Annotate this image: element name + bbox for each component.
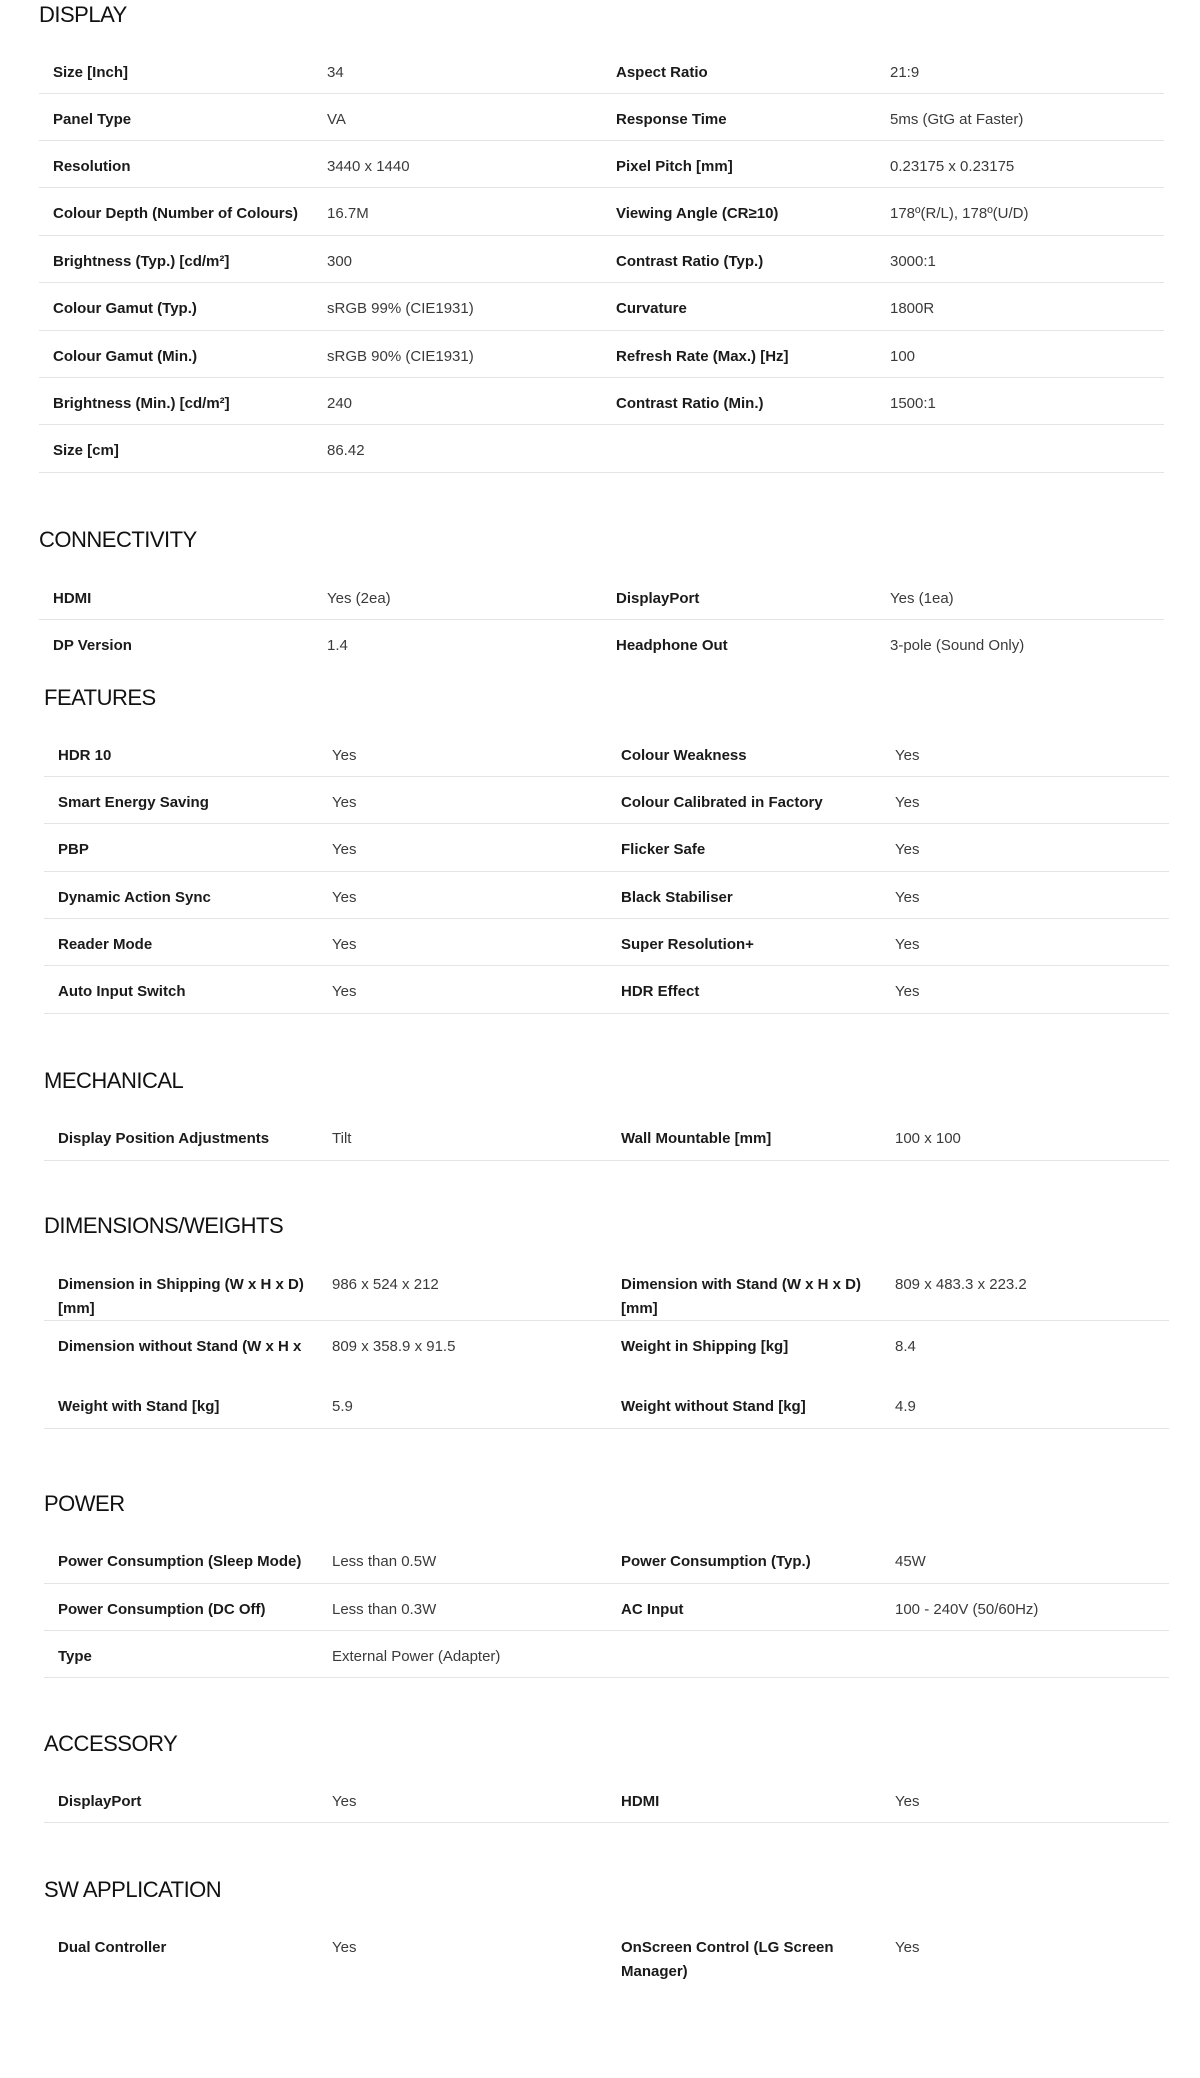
spec-row: [39, 283, 1164, 331]
spec-label: Weight in Shipping [kg]: [621, 1338, 789, 1355]
spec-label: DisplayPort: [58, 1793, 142, 1810]
spec-value: 8.4: [895, 1338, 916, 1355]
spec-label: Aspect Ratio: [616, 64, 708, 81]
spec-value: Yes: [332, 1939, 357, 1956]
section-title-accessory: ACCESSORY: [44, 1731, 178, 1756]
spec-label: Dimension without Stand (W x H x: [58, 1338, 302, 1355]
spec-value: sRGB 99% (CIE1931): [327, 300, 474, 317]
spec-row: [39, 141, 1164, 188]
spec-value: Yes (1ea): [890, 590, 954, 607]
spec-label: Display Position Adjustments: [58, 1130, 270, 1147]
spec-label: Curvature: [616, 300, 687, 317]
spec-label: Wall Mountable [mm]: [621, 1130, 772, 1147]
spec-label: Colour Calibrated in Factory: [621, 794, 823, 811]
spec-row: [44, 1321, 1169, 1429]
spec-row: [44, 966, 1169, 1014]
spec-row: [44, 1776, 1169, 1823]
spec-value: 45W: [895, 1553, 926, 1570]
spec-label: Resolution: [53, 158, 131, 175]
spec-value: 1.4: [327, 637, 348, 654]
spec-label: HDR 10: [58, 747, 112, 764]
spec-value: 34: [327, 64, 344, 81]
spec-row: [39, 94, 1164, 141]
spec-label: Smart Energy Saving: [58, 794, 209, 811]
spec-label: Size [cm]: [53, 442, 119, 459]
spec-value: Yes: [332, 794, 357, 811]
spec-row: [39, 620, 1164, 667]
spec-label: Super Resolution+: [621, 936, 754, 953]
spec-label: HDMI: [53, 590, 92, 607]
spec-label: Black Stabiliser: [621, 889, 733, 906]
spec-row: [44, 1631, 1169, 1678]
spec-label: Power Consumption (Typ.): [621, 1553, 811, 1570]
spec-label: Contrast Ratio (Typ.): [616, 253, 764, 270]
spec-label: Contrast Ratio (Min.): [616, 395, 764, 412]
spec-value: 5ms (GtG at Faster): [890, 111, 1024, 128]
spec-label: Dimension in Shipping (W x H x D) [mm]: [58, 1276, 304, 1317]
spec-value: 300: [327, 253, 353, 270]
spec-label: Pixel Pitch [mm]: [616, 158, 733, 175]
spec-value: 100: [890, 348, 916, 365]
spec-row: [44, 777, 1169, 824]
spec-label: OnScreen Control (LG Screen Manager): [621, 1939, 834, 1980]
spec-value: 86.42: [327, 442, 365, 459]
spec-label: Size [Inch]: [53, 64, 129, 81]
spec-row: [39, 47, 1164, 94]
spec-label: AC Input: [621, 1601, 684, 1618]
spec-label: DP Version: [53, 637, 132, 654]
spec-row: [39, 236, 1164, 283]
spec-value: sRGB 90% (CIE1931): [327, 348, 474, 365]
spec-label: Colour Depth (Number of Colours): [53, 205, 298, 222]
spec-row: [39, 331, 1164, 378]
spec-label: Reader Mode: [58, 936, 153, 953]
spec-label: Colour Weakness: [621, 747, 747, 764]
spec-label: Weight without Stand [kg]: [621, 1398, 806, 1415]
spec-value: 0.23175 x 0.23175: [890, 158, 1015, 175]
spec-value: 16.7M: [327, 205, 369, 222]
spec-label: Dimension with Stand (W x H x D) [mm]: [621, 1276, 862, 1317]
spec-row: [44, 1536, 1169, 1584]
spec-label: HDMI: [621, 1793, 660, 1810]
spec-value: Yes: [895, 936, 920, 953]
spec-value: 5.9: [332, 1398, 353, 1415]
spec-value: Yes: [895, 747, 920, 764]
spec-label: Viewing Angle (CR≥10): [616, 205, 779, 222]
spec-label: Colour Gamut (Min.): [53, 348, 198, 365]
spec-label: Power Consumption (Sleep Mode): [58, 1553, 302, 1570]
spec-row: [44, 919, 1169, 966]
spec-value: 240: [327, 395, 353, 412]
spec-row: [39, 425, 1164, 473]
spec-value: 4.9: [895, 1398, 916, 1415]
spec-label: Panel Type: [53, 111, 132, 128]
spec-label: Flicker Safe: [621, 841, 706, 858]
spec-value: VA: [327, 111, 346, 128]
spec-value: 3-pole (Sound Only): [890, 637, 1025, 654]
spec-value: Yes: [332, 841, 357, 858]
spec-value: Yes: [895, 889, 920, 906]
section-title-features: FEATURES: [44, 685, 156, 710]
spec-value: Yes: [332, 889, 357, 906]
section-title-power: POWER: [44, 1491, 125, 1516]
spec-value: Less than 0.5W: [332, 1553, 437, 1570]
section-title-sw-application: SW APPLICATION: [44, 1877, 222, 1902]
spec-value: Yes: [895, 983, 920, 1000]
spec-label: DisplayPort: [616, 590, 700, 607]
section-title-mechanical: MECHANICAL: [44, 1068, 184, 1093]
spec-label: Dynamic Action Sync: [58, 889, 211, 906]
spec-label: Colour Gamut (Typ.): [53, 300, 197, 317]
spec-row: [44, 1113, 1169, 1161]
spec-value: Yes: [332, 747, 357, 764]
spec-row: [39, 573, 1164, 620]
spec-value: Yes (2ea): [327, 590, 391, 607]
spec-value: Yes: [895, 794, 920, 811]
spec-row: [39, 188, 1164, 236]
spec-label: PBP: [58, 841, 89, 858]
spec-value: 3000:1: [890, 253, 936, 270]
spec-value: 986 x 524 x 212: [332, 1276, 439, 1293]
spec-row: [44, 1584, 1169, 1631]
spec-value: External Power (Adapter): [332, 1648, 501, 1665]
spec-row: [44, 824, 1169, 872]
spec-row: [44, 730, 1169, 777]
spec-label: Type: [58, 1648, 92, 1665]
spec-label: Brightness (Typ.) [cd/m²]: [53, 253, 230, 270]
spec-label: Response Time: [616, 111, 727, 128]
spec-value: 1500:1: [890, 395, 936, 412]
spec-value: Yes: [332, 1793, 357, 1810]
spec-value: 100 x 100: [895, 1130, 961, 1147]
spec-value: Tilt: [332, 1130, 352, 1147]
section-title-dimensions-weights: DIMENSIONS/WEIGHTS: [44, 1213, 284, 1238]
section-title-display: DISPLAY: [39, 2, 127, 27]
spec-label: Power Consumption (DC Off): [58, 1601, 266, 1618]
section-title-connectivity: CONNECTIVITY: [39, 527, 197, 552]
spec-value: 100 - 240V (50/60Hz): [895, 1601, 1039, 1618]
spec-label: HDR Effect: [621, 983, 700, 1000]
spec-value: Yes: [895, 1793, 920, 1810]
spec-label: Refresh Rate (Max.) [Hz]: [616, 348, 789, 365]
spec-value: 809 x 358.9 x 91.5: [332, 1338, 456, 1355]
spec-value: 178º(R/L), 178º(U/D): [890, 205, 1029, 222]
spec-row: [44, 872, 1169, 919]
spec-label: Weight with Stand [kg]: [58, 1398, 220, 1415]
spec-value: 1800R: [890, 300, 935, 317]
spec-label: Dual Controller: [58, 1939, 167, 1956]
spec-value: Yes: [332, 936, 357, 953]
spec-label: Brightness (Min.) [cd/m²]: [53, 395, 230, 412]
spec-value: Yes: [895, 841, 920, 858]
spec-row: [44, 1922, 1169, 1994]
spec-value: 809 x 483.3 x 223.2: [895, 1276, 1027, 1293]
spec-label: Headphone Out: [616, 637, 728, 654]
spec-value: Yes: [895, 1939, 920, 1956]
spec-value: Less than 0.3W: [332, 1601, 437, 1618]
spec-row: [39, 378, 1164, 425]
spec-value: Yes: [332, 983, 357, 1000]
spec-value: 3440 x 1440: [327, 158, 410, 175]
spec-row: [44, 1259, 1169, 1321]
spec-label: Auto Input Switch: [58, 983, 186, 1000]
spec-value: 21:9: [890, 64, 920, 81]
